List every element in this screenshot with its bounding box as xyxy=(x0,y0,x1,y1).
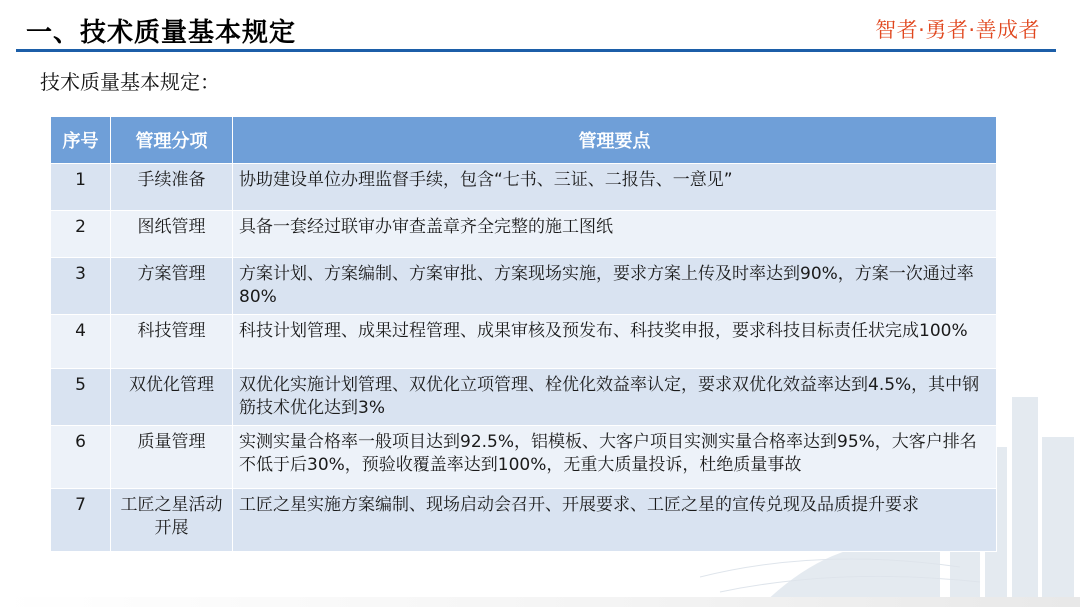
table-row xyxy=(51,258,997,315)
row-item: 图纸管理 xyxy=(111,211,233,258)
row-number: 5 xyxy=(51,369,111,426)
row-number: 3 xyxy=(51,258,111,315)
row-item: 手续准备 xyxy=(111,164,233,211)
header-management-item: 管理分项 xyxy=(111,117,233,164)
table-row xyxy=(51,489,997,552)
row-item: 方案管理 xyxy=(111,258,233,315)
row-number: 2 xyxy=(51,211,111,258)
section-subtitle: 技术质量基本规定： xyxy=(40,70,220,94)
row-point: 具备一套经过联审办审查盖章齐全完整的施工图纸 xyxy=(233,211,997,258)
page-title: 一、技术质量基本规定 xyxy=(26,18,297,48)
table-row xyxy=(51,369,997,426)
row-number: 4 xyxy=(51,315,111,369)
title-divider xyxy=(16,49,1056,52)
row-item: 质量管理 xyxy=(111,426,233,489)
row-item: 双优化管理 xyxy=(111,369,233,426)
row-point: 实测实量合格率一般项目达到92.5%，铝模板、大客户项目实测实量合格率达到95%，大客户排名不低于后30%，预验收覆盖率达到100%，无重大质量投诉，杜绝质量事故 xyxy=(233,426,997,489)
technical-quality-table xyxy=(50,116,997,552)
row-item: 工匠之星活动开展 xyxy=(111,489,233,552)
row-number: 7 xyxy=(51,489,111,552)
row-point: 方案计划、方案编制、方案审批、方案现场实施，要求方案上传及时率达到90%，方案一次通过率80% xyxy=(233,258,997,315)
company-slogan: 智者·勇者·善成者 xyxy=(875,18,1040,42)
row-point: 工匠之星实施方案编制、现场启动会召开、开展要求、工匠之星的宣传兑现及品质提升要求 xyxy=(233,489,997,552)
footer-strip xyxy=(0,597,1080,607)
table-row xyxy=(51,211,997,258)
row-point: 双优化实施计划管理、双优化立项管理、栓优化效益率认定，要求双优化效益率达到4.5%，其中钢筋技术优化达到3% xyxy=(233,369,997,426)
row-point: 科技计划管理、成果过程管理、成果审核及预发布、科技奖申报，要求科技目标责任状完成100% xyxy=(233,315,997,369)
table-row xyxy=(51,164,997,211)
row-number: 1 xyxy=(51,164,111,211)
table-row xyxy=(51,315,997,369)
row-number: 6 xyxy=(51,426,111,489)
header-serial-number: 序号 xyxy=(51,117,111,164)
header-management-points: 管理要点 xyxy=(233,117,997,164)
table-header-row xyxy=(51,117,997,164)
row-item: 科技管理 xyxy=(111,315,233,369)
table-row xyxy=(51,426,997,489)
row-point: 协助建设单位办理监督手续，包含“七书、三证、二报告、一意见” xyxy=(233,164,997,211)
